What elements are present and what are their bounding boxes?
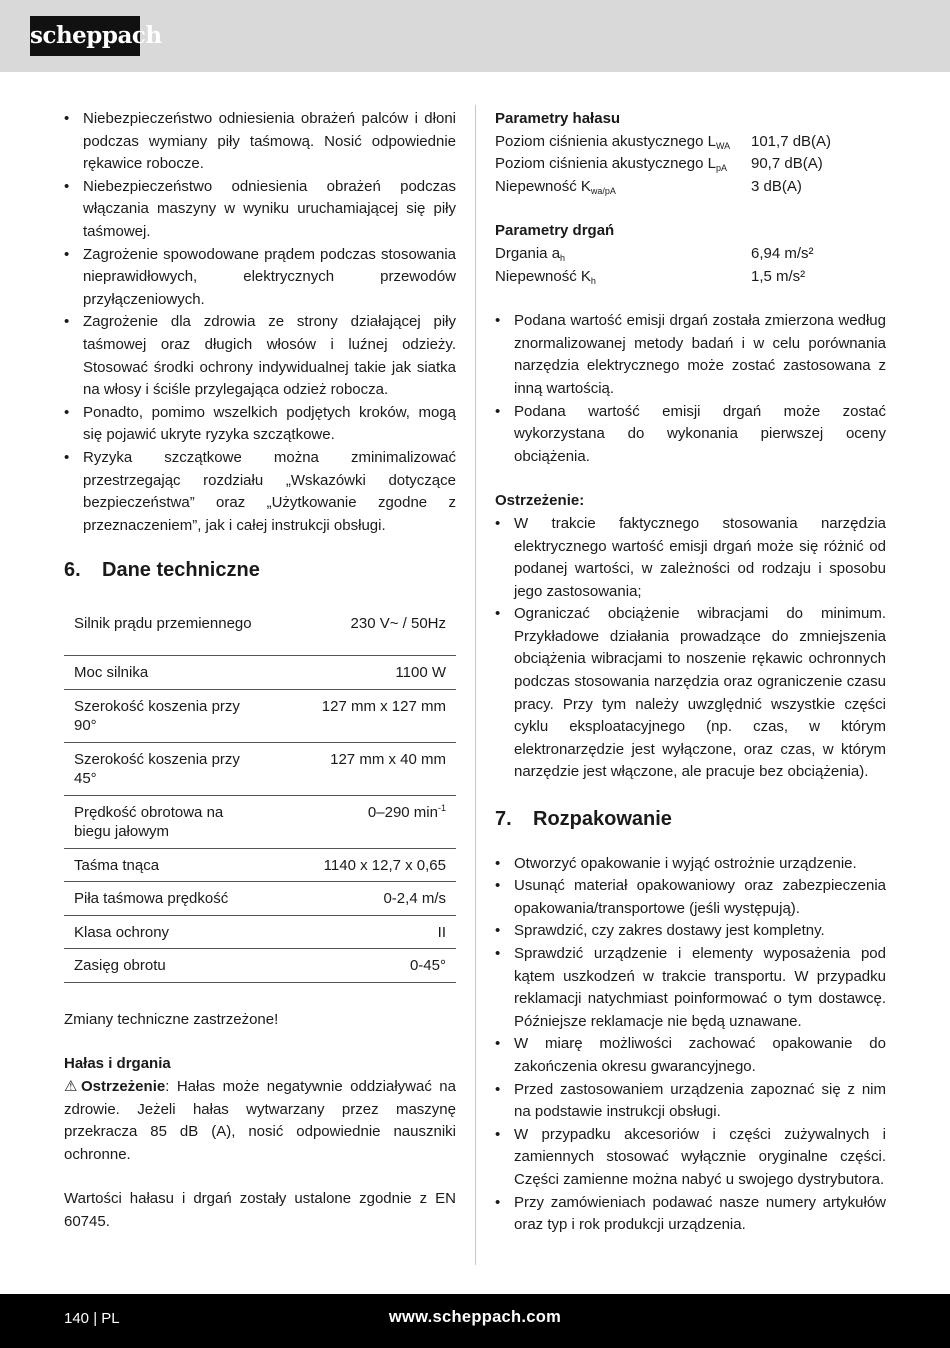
- noise-param-row: [495, 176, 886, 199]
- unpacking-bullet: • Usunąć materiał opakowaniowy oraz zabezpieczenia opakowania/transportowe (jeśli występują).: [495, 875, 886, 920]
- column-divider: [475, 105, 476, 1265]
- spec-value: [271, 949, 456, 983]
- noise-vibration-heading: Hałas i drgania: [64, 1055, 171, 1073]
- spec-value-text: 230 V~ / 50Hz: [350, 614, 446, 632]
- spec-row: [64, 949, 456, 983]
- param-label-subscript: h: [560, 252, 566, 263]
- param-value: 101,7 dB(A): [751, 132, 832, 150]
- warning-heading: Ostrzeżenie:: [495, 492, 585, 510]
- unpacking-bullet: • Sprawdzić urządzenie i elementy wyposażenia pod kątem uszkodzeń w trakcie transportu. W przypadku reklamacji natychmiast poinformować o tym dostawcę. Późniejsze reklamacje nie będą uznawane.: [495, 943, 886, 1033]
- param-label-subscript: pA: [715, 163, 727, 174]
- spec-row: [64, 795, 456, 848]
- param-label-subscript: WA: [715, 140, 731, 151]
- warning-bullet: • W trakcie faktycznego stosowania narzędzia elektrycznego wartość emisji drgań może się różnić od podanej wartości, w zależności od rodzaju i sposobu jego zastosowania;: [495, 513, 886, 603]
- vibration-param-row: [495, 266, 886, 289]
- left-column: [64, 108, 456, 1234]
- section-7-title: Rozpakowanie: [533, 808, 672, 831]
- section-7-number: 7.: [495, 808, 512, 831]
- param-value: 6,94 m/s²: [751, 244, 814, 262]
- brand-logo: scheppach: [30, 16, 140, 56]
- spec-label: Zasięg obrotu: [64, 949, 271, 983]
- spec-row: [64, 882, 456, 916]
- param-label-subscript: h: [590, 275, 596, 286]
- spec-value-text: 1140 x 12,7 x 0,65: [323, 856, 446, 874]
- vibration-note-bullet: • Podana wartość emisji drgań została zmierzona według znormalizowanej metody badań i w celu porównania narzędzia elektrycznego może zostać zastosowana z inną wartością.: [495, 310, 886, 400]
- residual-risk-list: [64, 108, 456, 537]
- website-link[interactable]: www.scheppach.com: [388, 1308, 562, 1326]
- section-6-heading: [64, 559, 456, 582]
- spec-label: Moc silnika: [64, 656, 271, 690]
- risk-bullet: • Niebezpieczeństwo odniesienia obrażeń podczas włączania maszyny w wyniku uruchamiającej się piły taśmowej.: [64, 176, 456, 244]
- technical-data-table: [64, 602, 456, 983]
- section-6-number: 6.: [64, 559, 81, 582]
- unpacking-bullet: • Przy zamówieniach podawać nasze numery artykułów oraz typ i rok produkcji urządzenia.: [495, 1192, 886, 1237]
- spec-row: [64, 915, 456, 949]
- spec-label: Prędkość obrotowa na biegu jałowym: [64, 795, 271, 848]
- tech-changes-note: Zmiany techniczne zastrzeżone!: [64, 1010, 279, 1028]
- vibration-param-row: [495, 243, 886, 266]
- spec-value-unit-exponent: -1: [437, 802, 446, 813]
- spec-row: [64, 656, 456, 690]
- noise-params-heading: Parametry hałasu: [495, 110, 621, 127]
- warning-text: : Hałas może negatywnie oddziaływać na zdrowie. Jeżeli hałas wytwarzany przez maszynę przekracza 85 dB (A), nosić odpowiednie nauszniki ochronne.: [64, 1078, 456, 1163]
- spec-value: [271, 689, 456, 742]
- noise-param-row: [495, 131, 886, 154]
- spec-value: [271, 656, 456, 690]
- spec-value: [271, 742, 456, 795]
- param-label: [495, 131, 751, 154]
- param-label: [495, 176, 751, 199]
- spec-value-text: 0-45°: [409, 957, 446, 975]
- spec-label: Szerokość koszenia przy 90°: [64, 689, 271, 742]
- spec-label: Szerokość koszenia przy 45°: [64, 742, 271, 795]
- header-bar: [0, 0, 950, 72]
- spec-label: Silnik prądu przemiennego: [64, 602, 271, 656]
- spec-value-text: 127 mm x 40 mm: [330, 750, 446, 768]
- unpacking-bullet: • W miarę możliwości zachować opakowanie do zakończenia okresu gwarancyjnego.: [495, 1033, 886, 1078]
- warning-triangle-icon: ⚠: [64, 1078, 78, 1096]
- spec-row: [64, 602, 456, 656]
- vibration-warning-list: [495, 513, 886, 784]
- param-label-text: Niepewność K: [495, 267, 591, 285]
- unpacking-list: [495, 853, 886, 1237]
- noise-param-row: [495, 153, 886, 176]
- footer-bar: [0, 1294, 950, 1348]
- risk-bullet: • Zagrożenie dla zdrowia ze strony działającej piły taśmowej oraz długich włosów i luźnej odzieży. Stosować środki ochrony indywidualnej takie jak siatka na włosy i ściśle przylegająca odzież robocza.: [64, 311, 456, 401]
- param-value: 1,5 m/s²: [751, 267, 806, 285]
- risk-bullet: • Ponadto, pomimo wszelkich podjętych kroków, mogą się pojawić ukryte ryzyka szczątkowe.: [64, 402, 456, 447]
- vibration-notes-list: [495, 310, 886, 468]
- spec-label: Piła taśmowa prędkość: [64, 882, 271, 916]
- vibration-params-list: [495, 243, 886, 288]
- spec-row: [64, 742, 456, 795]
- standard-note: Wartości hałasu i drgań zostały ustalone zgodnie z EN 60745.: [64, 1190, 456, 1231]
- unpacking-bullet: • Otworzyć opakowanie i wyjąć ostrożnie urządzenie.: [495, 853, 886, 876]
- spec-label: Klasa ochrony: [64, 915, 271, 949]
- spec-value-text: 127 mm x 127 mm: [321, 697, 446, 715]
- param-label-subscript: wa/pA: [590, 185, 616, 196]
- section-7-heading: [495, 808, 886, 831]
- param-label-text: Niepewność K: [495, 177, 591, 195]
- spec-value-text: 0-2,4 m/s: [383, 890, 446, 908]
- right-column: [495, 108, 886, 1237]
- warning-bullet: • Ograniczać obciążenie wibracjami do minimum. Przykładowe działania prowadzące do zmniejszenia obciążenia wibracjami to noszenie rękawic ochronnych podczas stosowania narzędzia oraz ograniczenie czasu pracy. Przy tym należy uwzględnić wszystkie części cyklu eksploatacyjnego (np. czas, w którym elektronarzędzie jest wyłączone, oraz czas, w którym narzędzie jest włączone, ale pracuje bez obciążenia).: [495, 603, 886, 784]
- risk-bullet: • Niebezpieczeństwo odniesienia obrażeń palców i dłoni podczas wymiany piły taśmową. Nosić odpowiednie rękawice robocze.: [64, 108, 456, 176]
- spec-row: [64, 848, 456, 882]
- spec-value: [271, 882, 456, 916]
- param-label-text: Drgania a: [495, 244, 561, 262]
- spec-value-text: 0–290 min: [367, 803, 438, 821]
- spec-value: [271, 602, 456, 656]
- warning-label: Ostrzeżenie: [81, 1078, 166, 1096]
- spec-value: [271, 795, 456, 848]
- section-6-title: Dane techniczne: [102, 559, 260, 582]
- param-label: [495, 243, 751, 266]
- noise-params-list: [495, 131, 886, 199]
- spec-value-text: II: [437, 923, 446, 941]
- vibration-note-bullet: • Podana wartość emisji drgań może zostać wykorzystana do wykonania pierwszej oceny obciążenia.: [495, 401, 886, 469]
- spec-value: [271, 848, 456, 882]
- risk-bullet: • Zagrożenie spowodowane prądem podczas stosowania nieprawidłowych, elektrycznych przewodów przyłączeniowych.: [64, 244, 456, 312]
- param-label: [495, 153, 751, 176]
- param-value: 90,7 dB(A): [751, 155, 823, 173]
- page-number: 140 | PL: [64, 1310, 120, 1327]
- unpacking-bullet: • W przypadku akcesoriów i części zużywalnych i zamiennych stosować wyłącznie oryginalne części. Części zamienne można nabyć u swojego dystrybutora.: [495, 1124, 886, 1192]
- spec-label: Taśma tnąca: [64, 848, 271, 882]
- vibration-params-heading: Parametry drgań: [495, 222, 615, 240]
- param-label-text: Poziom ciśnienia akustycznego L: [495, 132, 716, 150]
- param-value: 3 dB(A): [751, 177, 802, 195]
- param-label: [495, 266, 751, 289]
- unpacking-bullet: • Sprawdzić, czy zakres dostawy jest kompletny.: [495, 920, 886, 943]
- spec-value-text: 1100 W: [395, 664, 446, 682]
- spec-row: [64, 689, 456, 742]
- unpacking-bullet: • Przed zastosowaniem urządzenia zapoznać się z nim na podstawie instrukcji obsługi.: [495, 1079, 886, 1124]
- risk-bullet: • Ryzyka szczątkowe można zminimalizować przestrzegając rozdziału „Wskazówki dotyczące bezpieczeństwa” oraz „Użytkowanie zgodne z przeznaczeniem”, jak i całej instrukcji obsługi.: [64, 447, 456, 537]
- noise-warning-paragraph: [64, 1076, 456, 1166]
- spec-value: [271, 915, 456, 949]
- param-label-text: Poziom ciśnienia akustycznego L: [495, 155, 716, 173]
